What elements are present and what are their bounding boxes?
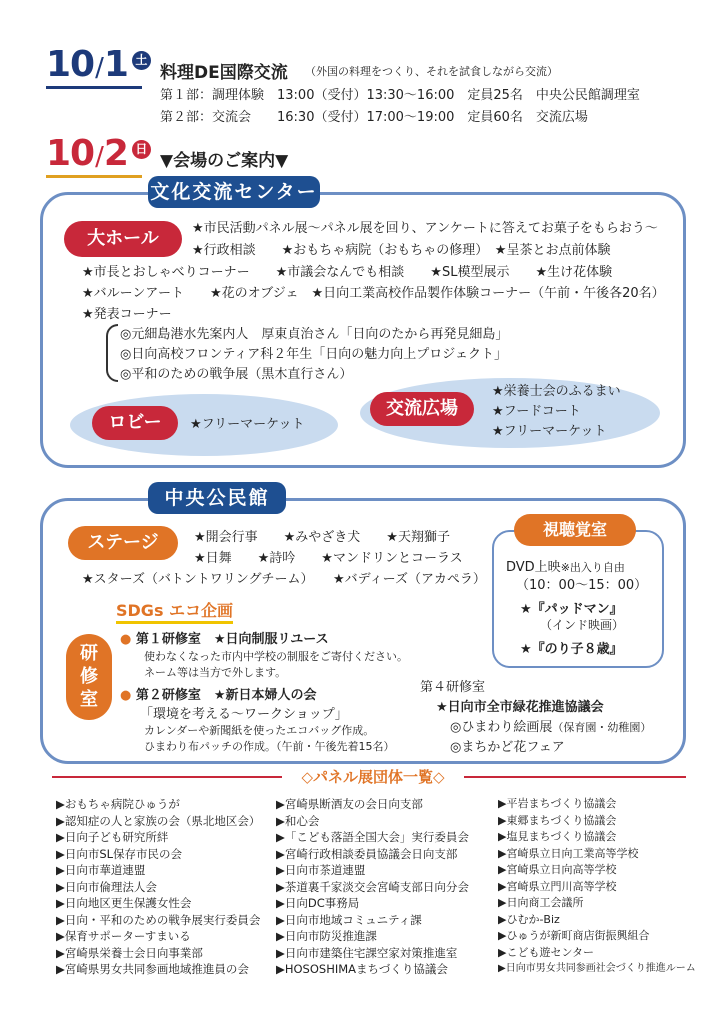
panel-column-1 — [56, 796, 260, 978]
lobby-item: ★フリーマーケット — [190, 417, 305, 432]
oct1-session-1: 第１部：調理体験 13:00（受付）13:30～16:00 定員25名 中央公民館調理室 — [160, 88, 640, 103]
stage-label: ステージ — [68, 526, 178, 560]
kenshu-char: 研 — [80, 643, 98, 664]
list-item: ▶日向市地域コミュニティ課 — [276, 912, 422, 927]
date-oct-2: 10/2 日 — [46, 133, 151, 174]
presentation-item-2: ◎日向高校フロンティア科２年生「日向の魅力向上プロジェクト」 — [120, 347, 508, 362]
date-underline — [46, 86, 142, 89]
list-item: ▶東郷まちづくり協議会 — [498, 813, 617, 827]
list-item: ▶日向DC事務局 — [276, 896, 360, 910]
daihall-line-1: ★市民活動パネル展～パネル展を回り、アンケートに答えてお菓子をもらおう～ — [192, 221, 658, 236]
dvd-time: （10：00～15：00） — [516, 578, 648, 593]
date-oct-1: 10/1 土 — [46, 44, 151, 85]
movie-1-sub: （インド映画） — [540, 618, 625, 632]
bullet-icon: ● — [120, 632, 132, 647]
kenshu-char: 室 — [80, 689, 98, 710]
list-item: ▶日向市SL保存市民の会 — [56, 846, 183, 861]
presentation-item-3: ◎平和のための戦争展（黒木直行さん） — [120, 367, 353, 382]
stage-line-2: ★日舞 ★詩吟 ★マンドリンとコーラス — [194, 551, 463, 566]
room4-item-2: ◎まちかど花フェア — [450, 740, 565, 755]
list-item: ▶日向子ども研究所絆 — [56, 830, 169, 844]
list-item: ▶日向商工会議所 — [498, 896, 584, 909]
list-item: ▶和心会 — [276, 813, 320, 828]
day-of-week-badge: 日 — [132, 140, 151, 159]
oct1-title-note: （外国の料理をつくり、それを試食しながら交流） — [305, 65, 558, 78]
room4-item-1: ◎ひまわり絵画展（保育園・幼稚園） — [450, 720, 652, 735]
list-item: ▶こども遊センター — [498, 945, 595, 959]
stage-line-1: ★開会行事 ★みやざき犬 ★天翔獅子 — [194, 530, 450, 545]
stage-line-3: ★スターズ（バトントワリングチーム） ★バディーズ（アカペラ） — [82, 572, 486, 587]
list-item: ▶日向市建築住宅課空家対策推進室 — [276, 945, 458, 960]
panel-column-3 — [498, 796, 696, 978]
list-item: ▶宮崎県立門川高等学校 — [498, 879, 617, 893]
list-item: ▶日向地区更生保護女性会 — [56, 896, 192, 910]
kenshu-label — [66, 634, 112, 720]
plaza-item-1: ★栄養士会のふるまい — [492, 384, 621, 399]
list-item: ▶日向市華道連盟 — [56, 863, 146, 877]
list-item: ▶おもちゃ病院ひゅうが — [56, 797, 180, 811]
list-item: ▶宮崎県立日向高等学校 — [498, 863, 617, 876]
day-of-week-badge: 土 — [132, 51, 151, 70]
list-item: ▶認知症の人と家族の会（県北地区会） — [56, 813, 261, 828]
daihall-line-4: ★バルーンアート ★花のオブジェ ★日向工業高校作品製作体験コーナー（午前・午後各20名） — [82, 286, 665, 301]
daihall-line-2: ★行政相談 ★おもちゃ病院（おもちゃの修理） ★呈茶とお点前体験 — [192, 243, 611, 258]
list-item: ▶日向市倫理法人会 — [56, 879, 157, 894]
plaza-label: 交流広場 — [370, 392, 474, 426]
dvd-label: DVD上映※出入り自由 — [506, 560, 625, 575]
list-item: ▶「こども落語全国大会」実行委員会 — [276, 830, 469, 844]
list-item: ▶宮崎行政相談委員協議会日向支部 — [276, 846, 458, 861]
panel-divider-right — [464, 776, 686, 778]
kenshu-char: 修 — [80, 666, 98, 687]
list-item: ▶日向市茶道連盟 — [276, 863, 366, 877]
daihall-label: 大ホール — [64, 221, 182, 257]
list-item: ▶塩見まちづくり協議会 — [498, 830, 617, 843]
daihall-line-3: ★市長とおしゃべりコーナー ★市議会なんでも相談 ★SL模型展示 ★生け花体験 — [82, 265, 613, 280]
oct1-title: 料理DE国際交流 — [160, 63, 288, 83]
panel-divider-left — [52, 776, 282, 778]
oct1-session-2: 第２部：交流会 16:30（受付）17:00～19:00 定員60名 交流広場 — [160, 110, 588, 125]
daihall-line-5: ★発表コーナー — [82, 307, 172, 322]
list-item: ▶ひゅうが新町商店街振興組合 — [498, 929, 650, 942]
presentation-item-1: ◎元細島港水先案内人 厚東貞治さん「日向のたから再発見細島」 — [120, 327, 509, 342]
room1-line-1: 使わなくなった市内中学校の制服をご寄付ください。 — [144, 650, 408, 663]
room2-line-2: ひまわり布パッチの作成。（午前・午後先着15名） — [144, 740, 395, 753]
plaza-item-2: ★フードコート — [492, 404, 581, 419]
list-item: ▶日向・平和のための戦争展実行委員会 — [56, 912, 261, 927]
bullet-icon: ● — [120, 688, 132, 703]
chuo-kominkan-title: 中央公民館 — [148, 482, 286, 514]
list-item: ▶日向市男女共同参画社会づくり推進ルーム — [498, 963, 696, 974]
list-item: ▶ひむか-Biz — [498, 912, 560, 926]
list-item: ▶宮崎県男女共同参画地域推進員の会 — [56, 962, 249, 976]
list-item: ▶HOSOSHIMAまちづくり協議会 — [276, 962, 448, 976]
room2-title: ● 第２研修室 ★新日本婦人の会 — [120, 688, 317, 703]
plaza-item-3: ★フリーマーケット — [492, 424, 607, 439]
shicho-label: 視聴覚室 — [514, 514, 636, 546]
room1-line-2: ネーム等は当方で外します。 — [144, 666, 287, 679]
movie-2: ★『のり子８歳』 — [520, 642, 623, 657]
list-item: ▶日向市防災推進課 — [276, 929, 377, 943]
presentation-bracket — [106, 324, 118, 382]
list-item: ▶茶道裏千家淡交会宮崎支部日向分会 — [276, 879, 469, 894]
venue-guide-heading: ▼会場のご案内▼ — [160, 151, 289, 171]
list-item: ▶宮崎県立日向工業高等学校 — [498, 846, 639, 860]
panel-column-2 — [276, 796, 469, 978]
panel-list-title: ◇パネル展団体一覧◇ — [301, 768, 445, 786]
list-item: ▶宮崎県断酒友の会日向支部 — [276, 797, 423, 811]
room4-title: 第４研修室 — [420, 680, 486, 695]
room2-line-1: カレンダーや新聞紙を使ったエコバッグ作成。 — [144, 724, 375, 737]
movie-1: ★『パッドマン』 — [520, 602, 623, 617]
list-item: ▶保育サポーターすまいる — [56, 929, 191, 943]
room2-sub: 「環境を考える～ワークショップ」 — [140, 707, 348, 722]
room4-main: ★日向市全市緑花推進協議会 — [436, 700, 604, 715]
list-item: ▶平岩まちづくり協議会 — [498, 797, 617, 810]
sdgs-title: SDGs エコ企画 — [116, 598, 233, 624]
room1-title: ● 第１研修室 ★日向制服リユース — [120, 632, 329, 647]
bunka-center-title: 文化交流センター — [148, 176, 320, 208]
lobby-label: ロビー — [92, 406, 178, 440]
date-underline — [46, 175, 142, 178]
list-item: ▶宮崎県栄養士会日向事業部 — [56, 945, 203, 960]
